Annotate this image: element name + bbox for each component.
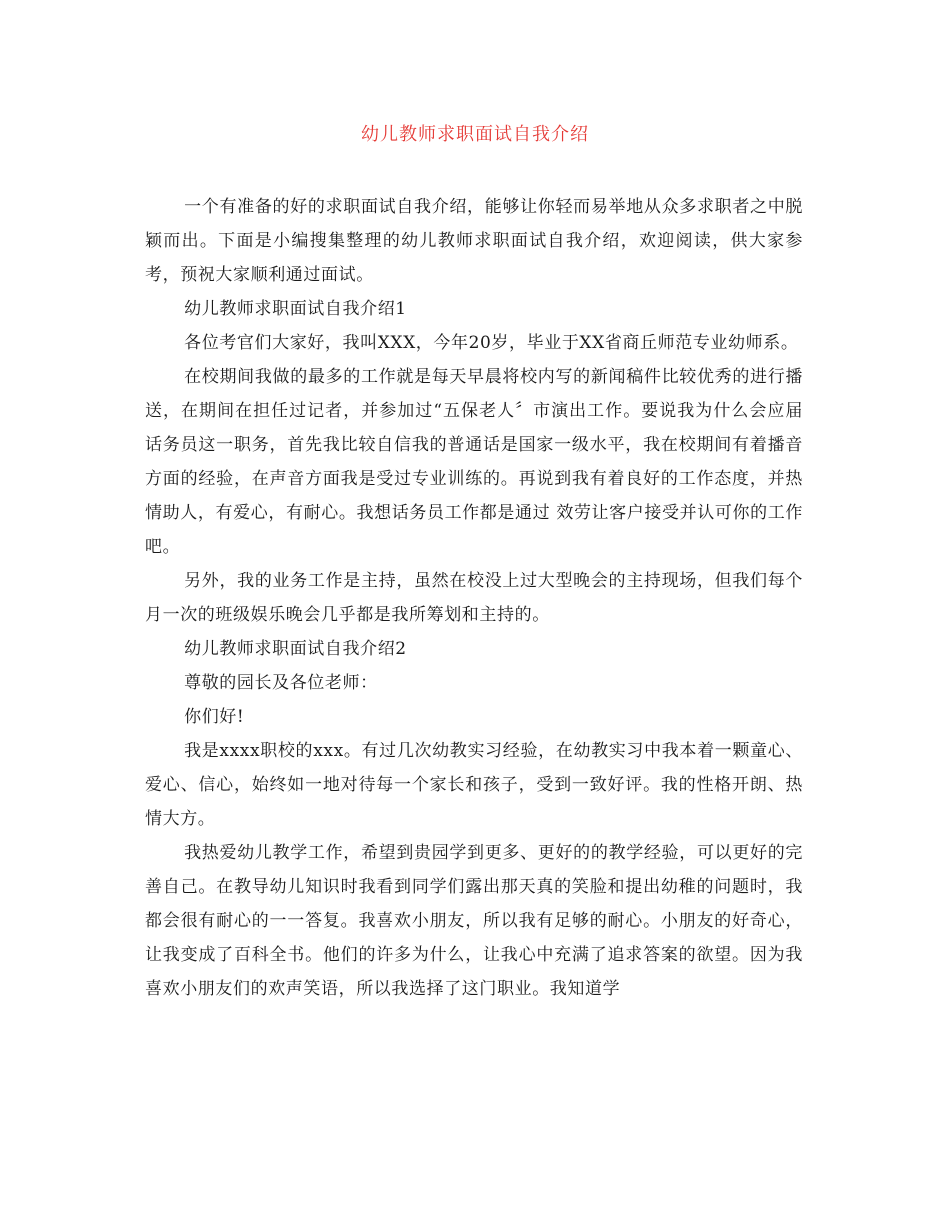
paragraph: 我热爱幼儿教学工作，希望到贵园学到更多、更好的的教学经验，可以更好的完善自己。在教导幼儿知识时我看到同学们露出那天真的笑脸和提出幼稚的问题时，我都会很有耐心的一一答复。我喜欢小朋友，所以我有足够的耐心。小朋友的好奇心，让我变成了百科全书。他们的许多为什么，让我心中充满了追求答案的欲望。因为我喜欢小朋友们的欢声笑语，所以我选择了这门职业。我知道学 [145, 843, 803, 999]
greeting: 你们好! [184, 707, 245, 727]
paragraph: 我是xxxx职校的xxx。有过几次幼教实习经验，在幼教实习中我本着一颗童心、爱心、信心，始终如一地对待每一个家长和孩子，受到一致好评。我的性格开朗、热情大方。 [145, 741, 803, 829]
salutation: 尊敬的园长及各位老师： [184, 673, 378, 693]
paragraph: 另外，我的业务工作是主持，虽然在校没上过大型晚会的主持现场，但我们每个月一次的班级娱乐晚会几乎都是我所筹划和主持的。 [145, 571, 803, 625]
document-body [145, 190, 803, 1006]
section-heading-2: 幼儿教师求职面试自我介绍2 [184, 639, 407, 659]
paragraph-intro: 一个有准备的好的求职面试自我介绍，能够让你轻而易举地从众多求职者之中脱颖而出。下面是小编搜集整理的幼儿教师求职面试自我介绍，欢迎阅读，供大家参考，预祝大家顺利通过面试。 [145, 197, 803, 285]
paragraph: 在校期间我做的最多的工作就是每天早晨将校内写的新闻稿件比较优秀的进行播送，在期间在担任过记者，并参加过“五保老人〞市演出工作。要说我为什么会应届话务员这一职务，首先我比较自信我的普通话是国家一级水平，我在校期间有着播音方面的经验，在声音方面我是受过专业训练的。再说到我有着良好的工作态度，并热情助人，有爱心，有耐心。我想话务员工作都是通过 效劳让客户接受并认可你的工作吧。 [145, 367, 803, 557]
section-heading-1: 幼儿教师求职面试自我介绍1 [184, 299, 407, 319]
paragraph: 各位考官们大家好，我叫XXX，今年20岁，毕业于XX省商丘师范专业幼师系。 [184, 333, 799, 353]
document-title: 幼儿教师求职面试自我介绍 [361, 124, 589, 145]
